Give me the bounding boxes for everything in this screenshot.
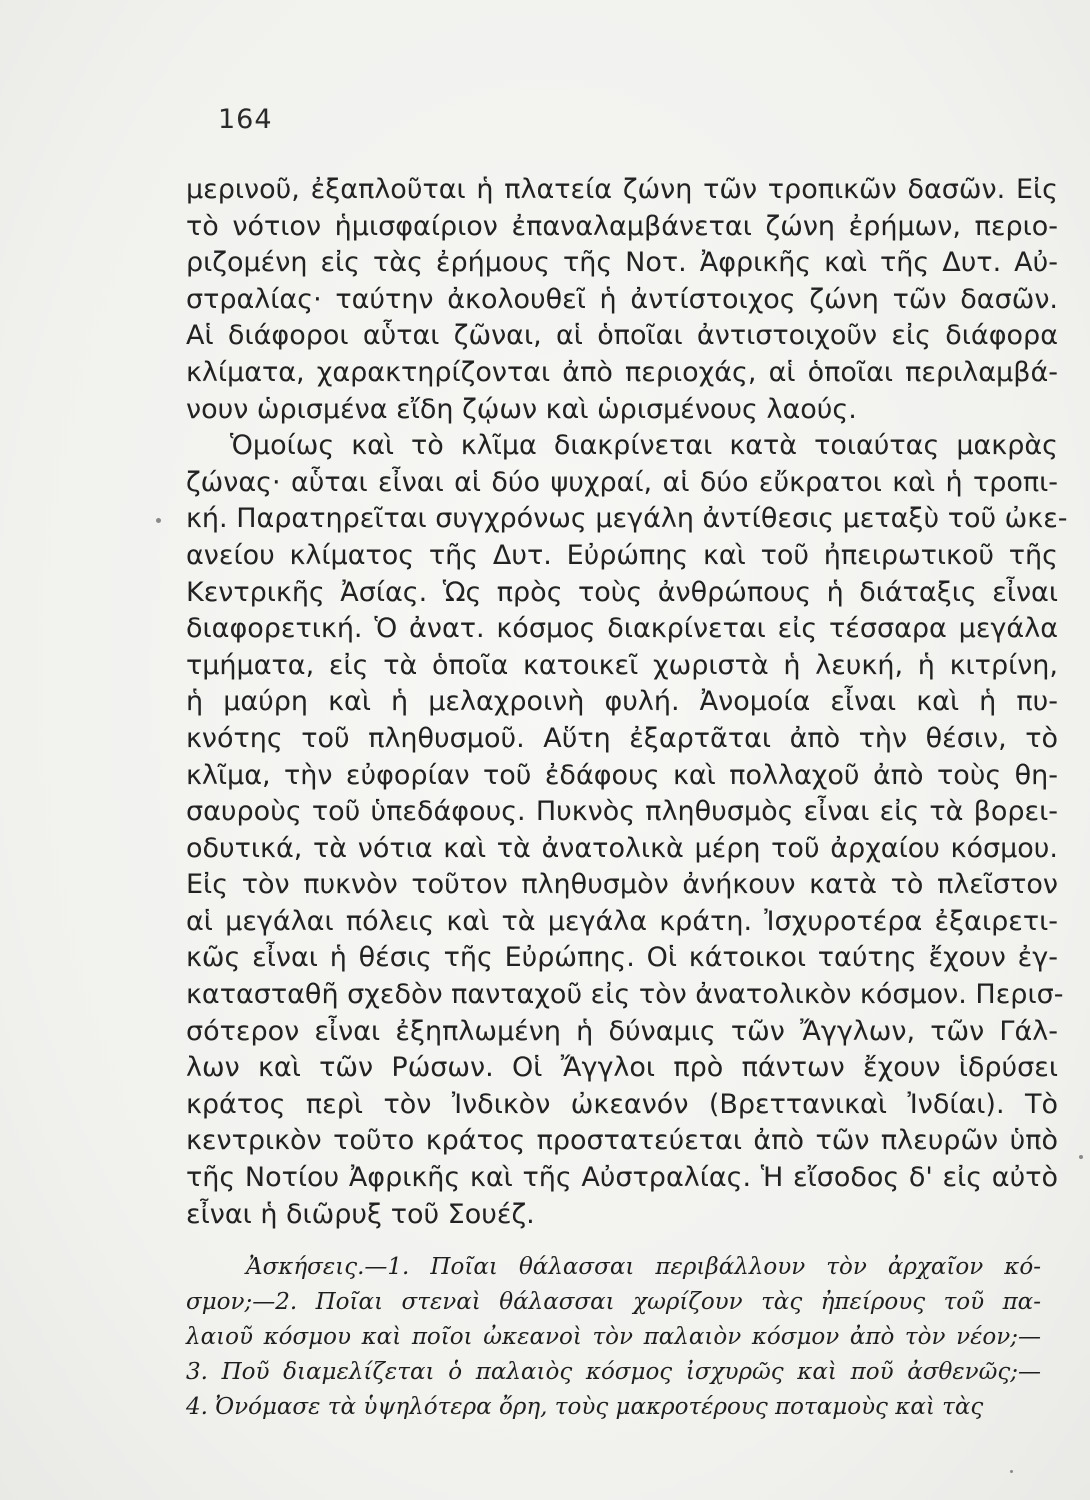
text-line: τὸ νότιον ἡμισφαίριον ἐπαναλαμβάνεται ζώνη ἐρήμων, περιο-: [186, 210, 1058, 242]
text-line: λων καὶ τῶν Ρώσων. Οἱ Ἄγγλοι πρὸ πάντων ἔχουν ἱδρύσει: [186, 1052, 1058, 1084]
exercise-line: σμον;—2. Ποῖαι στεναὶ θάλασσαι χωρίζουν τὰς ἠπείρους τοῦ πα-: [186, 1289, 1041, 1315]
text-line: Ὁμοίως καὶ τὸ κλῖμα διακρίνεται κατὰ τοιαύτας μακρὰς: [230, 430, 1058, 462]
text-line: κράτος περὶ τὸν Ἰνδικὸν ὠκεανόν (Βρεττανικαὶ Ἰνδίαι). Τὸ: [186, 1088, 1058, 1120]
paper-speck: [1010, 1470, 1013, 1473]
page-number: 164: [218, 104, 273, 135]
text-line: στραλίας· ταύτην ἀκολουθεῖ ἡ ἀντίστοιχος ζώνη τῶν δασῶν.: [186, 283, 1058, 315]
exercise-line: Ἀσκήσεις.—1. Ποῖαι θάλασσαι περιβάλλουν τὸν ἀρχαῖον κό-: [246, 1254, 1041, 1280]
text-line: εἶναι ἡ διῶρυξ τοῦ Σουέζ.: [186, 1198, 535, 1230]
text-line: κεντρικὸν τοῦτο κράτος προστατεύεται ἀπὸ τῶν πλευρῶν ὑπὸ: [186, 1125, 1058, 1157]
text-line: Εἰς τὸν πυκνὸν τοῦτον πληθυσμὸν ἀνήκουν κατὰ τὸ πλεῖστον: [186, 869, 1058, 901]
text-line: μερινοῦ, ἐξαπλοῦται ἡ πλατεία ζώνη τῶν τροπικῶν δασῶν. Εἰς: [186, 174, 1058, 205]
text-line: κνότης τοῦ πληθυσμοῦ. Αὕτη ἐξαρτᾶται ἀπὸ τὴν θέσιν, τὸ: [186, 722, 1058, 754]
text-line: κλίματα, χαρακτηρίζονται ἀπὸ περιοχάς, αἱ ὁποῖαι περιλαμβά-: [186, 356, 1058, 388]
text-line: οδυτικά, τὰ νότια καὶ τὰ ἀνατολικὰ μέρη τοῦ ἀρχαίου κόσμου.: [186, 832, 1058, 864]
text-line: Αἱ διάφοροι αὗται ζῶναι, αἱ ὁποῖαι ἀντιστοιχοῦν εἰς διάφορα: [186, 320, 1058, 352]
text-line: ριζομένη εἰς τὰς ἐρήμους τῆς Νοτ. Ἀφρικῆς καὶ τῆς Δυτ. Αὐ-: [186, 247, 1058, 279]
text-line: τῆς Νοτίου Ἀφρικῆς καὶ τῆς Αὐστραλίας. Ἡ εἴσοδος δ' εἰς αὐτὸ: [186, 1162, 1058, 1194]
exercises-section: [186, 1250, 1041, 1425]
paper-speck: [1079, 1155, 1083, 1159]
text-line: ανείου κλίματος τῆς Δυτ. Εὐρώπης καὶ τοῦ ἠπειρωτικοῦ τῆς: [186, 539, 1058, 571]
text-line: κῶς εἶναι ἡ θέσις τῆς Εὐρώπης. Οἱ κάτοικοι ταύτης ἔχουν ἐγ-: [186, 942, 1058, 974]
paper-speck: [156, 518, 161, 523]
exercise-line: 3. Ποῦ διαμελίζεται ὁ παλαιὸς κόσμος ἰσχυρῶς καὶ ποῦ ἀσθενῶς;—: [186, 1359, 1041, 1385]
text-line: νουν ὡρισμένα εἴδη ζῴων καὶ ὡρισμένους λαούς.: [186, 393, 857, 425]
text-line: σότερον εἶναι ἐξηπλωμένη ἡ δύναμις τῶν Ἄγγλων, τῶν Γάλ-: [186, 1015, 1058, 1047]
exercise-line: 4. Ὀνόμασε τὰ ὑψηλότερα ὄρη, τοὺς μακροτέρους ποταμοὺς καὶ τὰς: [186, 1394, 984, 1420]
text-line: αἱ μεγάλαι πόλεις καὶ τὰ μεγάλα κράτη. Ἰσχυροτέρα ἐξαιρετι-: [186, 905, 1058, 937]
body-text: [186, 172, 1068, 1233]
text-line: διαφορετική. Ὁ ἀνατ. κόσμος διακρίνεται εἰς τέσσαρα μεγάλα: [186, 613, 1058, 645]
exercise-line: λαιοῦ κόσμου καὶ ποῖοι ὠκεανοὶ τὸν παλαιὸν κόσμον ἀπὸ τὸν νέον;—: [186, 1324, 1041, 1350]
text-line: ἡ μαύρη καὶ ἡ μελαχροινὴ φυλή. Ἀνομοία εἶναι καὶ ἡ πυ-: [186, 686, 1058, 718]
text-line: κλῖμα, τὴν εὐφορίαν τοῦ ἐδάφους καὶ πολλαχοῦ ἀπὸ τοὺς θη-: [186, 759, 1058, 791]
text-line: κατασταθῆ σχεδὸν πανταχοῦ εἰς τὸν ἀνατολικὸν κόσμον. Περισ-: [186, 979, 1064, 1011]
text-line: σαυροὺς τοῦ ὑπεδάφους. Πυκνὸς πληθυσμὸς εἶναι εἰς τὰ βορει-: [186, 796, 1058, 828]
text-line: Κεντρικῆς Ἀσίας. Ὡς πρὸς τοὺς ἀνθρώπους ἡ διάταξις εἶναι: [186, 576, 1058, 608]
text-line: τμήματα, εἰς τὰ ὁποῖα κατοικεῖ χωριστὰ ἡ λευκή, ἡ κιτρίνη,: [186, 649, 1058, 681]
text-line: κή. Παρατηρεῖται συγχρόνως μεγάλη ἀντίθεσις μεταξὺ τοῦ ὠκε-: [186, 503, 1068, 535]
text-line: ζώνας· αὗται εἶναι αἱ δύο ψυχραί, αἱ δύο εὔκρατοι καὶ ἡ τροπι-: [186, 466, 1058, 498]
